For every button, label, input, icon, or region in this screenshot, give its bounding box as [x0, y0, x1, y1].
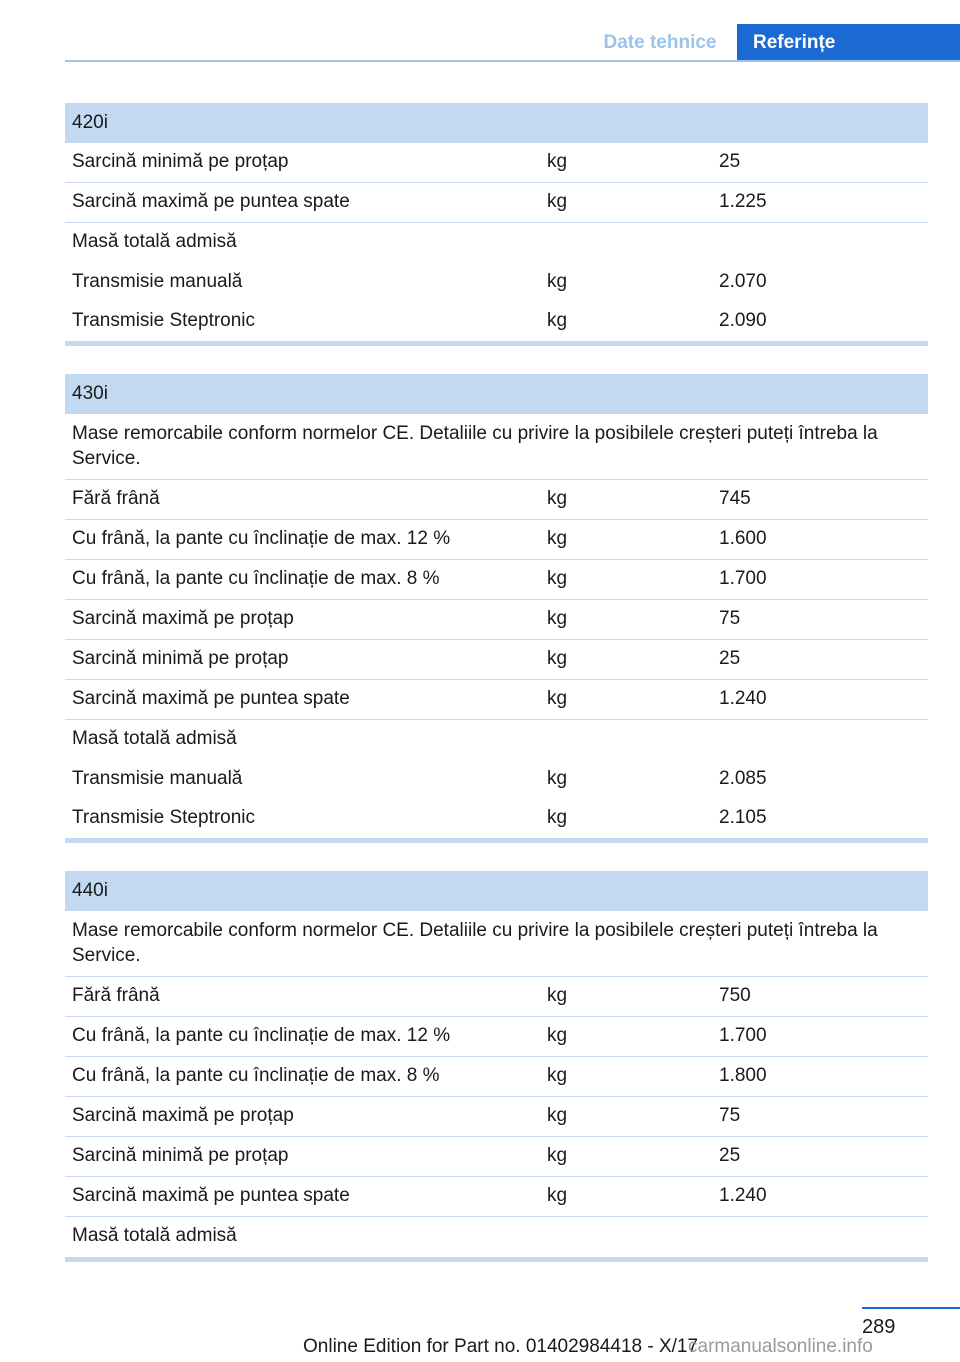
- table-row: [65, 600, 928, 640]
- table-row-mass: [65, 1217, 928, 1257]
- row-label: Sarcină maximă pe puntea spate: [72, 191, 350, 212]
- row-value: 2.085: [719, 768, 767, 789]
- table-row: [65, 760, 928, 799]
- row-label: Sarcină maximă pe proțap: [72, 608, 294, 629]
- table-title: 430i: [65, 374, 928, 414]
- row-label: Sarcină minimă pe proțap: [72, 648, 289, 669]
- row-value: 25: [719, 648, 741, 669]
- footer-edition: Online Edition for Part no. 01402984418 - X/17: [303, 1336, 699, 1357]
- row-value: 25: [719, 151, 741, 172]
- row-label: Transmisie Steptronic: [72, 807, 256, 828]
- row-value: 75: [719, 1105, 741, 1126]
- table-row-mass: [65, 720, 928, 760]
- row-unit: kg: [547, 985, 568, 1006]
- row-label: Masă totală admisă: [72, 728, 237, 749]
- row-value: 745: [719, 488, 751, 509]
- header-divider: [65, 60, 960, 62]
- row-unit: kg: [547, 768, 568, 789]
- table-420i: [65, 103, 928, 346]
- row-unit: kg: [547, 151, 568, 172]
- row-unit: kg: [547, 1065, 568, 1086]
- row-unit: kg: [547, 271, 568, 292]
- row-label: Cu frână, la pante cu înclinație de max. 12 %: [72, 1025, 451, 1046]
- row-label: Transmisie Steptronic: [72, 310, 256, 331]
- row-label: Masă totală admisă: [72, 231, 237, 252]
- row-label: Sarcină maximă pe proțap: [72, 1105, 294, 1126]
- row-value: 1.800: [719, 1065, 767, 1086]
- table-row: [65, 1097, 928, 1137]
- row-value: 25: [719, 1145, 741, 1166]
- row-value: 750: [719, 985, 751, 1006]
- page-number-rule: [862, 1307, 960, 1309]
- row-unit: kg: [547, 568, 568, 589]
- row-label: Fără frână: [72, 985, 160, 1006]
- row-label: Sarcină minimă pe proțap: [72, 151, 289, 172]
- table-row: [65, 143, 928, 183]
- row-unit: kg: [547, 1025, 568, 1046]
- table-row: [65, 302, 928, 341]
- table-row: [65, 520, 928, 560]
- table-end-bar: [65, 341, 928, 346]
- row-unit: kg: [547, 488, 568, 509]
- row-unit: kg: [547, 1145, 568, 1166]
- table-end-bar: [65, 838, 928, 843]
- row-unit: kg: [547, 608, 568, 629]
- table-row: [65, 560, 928, 600]
- row-value: 75: [719, 608, 741, 629]
- table-row: [65, 799, 928, 838]
- row-value: 2.090: [719, 310, 767, 331]
- table-row-mass: [65, 223, 928, 263]
- table-row: [65, 680, 928, 720]
- table-row: [65, 1137, 928, 1177]
- row-unit: kg: [547, 191, 568, 212]
- row-value: 1.240: [719, 688, 767, 709]
- row-label: Transmisie manuală: [72, 768, 243, 789]
- table-row: [65, 640, 928, 680]
- table-row: [65, 183, 928, 223]
- row-value: 1.600: [719, 528, 767, 549]
- row-label: Cu frână, la pante cu înclinație de max. 8 %: [72, 568, 440, 589]
- row-value: 1.700: [719, 568, 767, 589]
- table-row: [65, 1057, 928, 1097]
- row-value: 1.700: [719, 1025, 767, 1046]
- row-label: Masă totală admisă: [72, 1225, 237, 1246]
- row-value: 2.105: [719, 807, 767, 828]
- table-row: [65, 263, 928, 302]
- table-row: [65, 1177, 928, 1217]
- watermark: carmanualsonline.info: [688, 1336, 873, 1357]
- table-note: Mase remorcabile conform normelor CE. Detaliile cu privire la posibilele creșteri puteți întreba la Service.: [65, 911, 928, 977]
- row-unit: kg: [547, 1185, 568, 1206]
- table-430i: [65, 374, 928, 843]
- row-unit: kg: [547, 1105, 568, 1126]
- table-note: Mase remorcabile conform normelor CE. Detaliile cu privire la posibilele creșteri puteți întreba la Service.: [65, 414, 928, 480]
- row-unit: kg: [547, 807, 568, 828]
- table-end-bar: [65, 1257, 928, 1262]
- row-label: Transmisie manuală: [72, 271, 243, 292]
- row-label: Fără frână: [72, 488, 160, 509]
- row-unit: kg: [547, 648, 568, 669]
- table-row: [65, 1017, 928, 1057]
- page-number: 289: [862, 1316, 896, 1338]
- row-label: Sarcină maximă pe puntea spate: [72, 1185, 350, 1206]
- row-unit: kg: [547, 528, 568, 549]
- row-unit: kg: [547, 688, 568, 709]
- row-unit: kg: [547, 310, 568, 331]
- row-label: Sarcină minimă pe proțap: [72, 1145, 289, 1166]
- row-label: Cu frână, la pante cu înclinație de max. 8 %: [72, 1065, 440, 1086]
- table-title: 420i: [65, 103, 928, 143]
- row-value: 1.240: [719, 1185, 767, 1206]
- table-row: [65, 977, 928, 1017]
- row-label: Sarcină maximă pe puntea spate: [72, 688, 350, 709]
- table-row: [65, 480, 928, 520]
- row-value: 1.225: [719, 191, 767, 212]
- row-value: 2.070: [719, 271, 767, 292]
- row-label: Cu frână, la pante cu înclinație de max. 12 %: [72, 528, 451, 549]
- table-title: 440i: [65, 871, 928, 911]
- tab-referinte[interactable]: Referințe: [737, 24, 960, 62]
- tab-date-tehnice[interactable]: Date tehnice: [603, 32, 717, 53]
- table-440i: [65, 871, 928, 1262]
